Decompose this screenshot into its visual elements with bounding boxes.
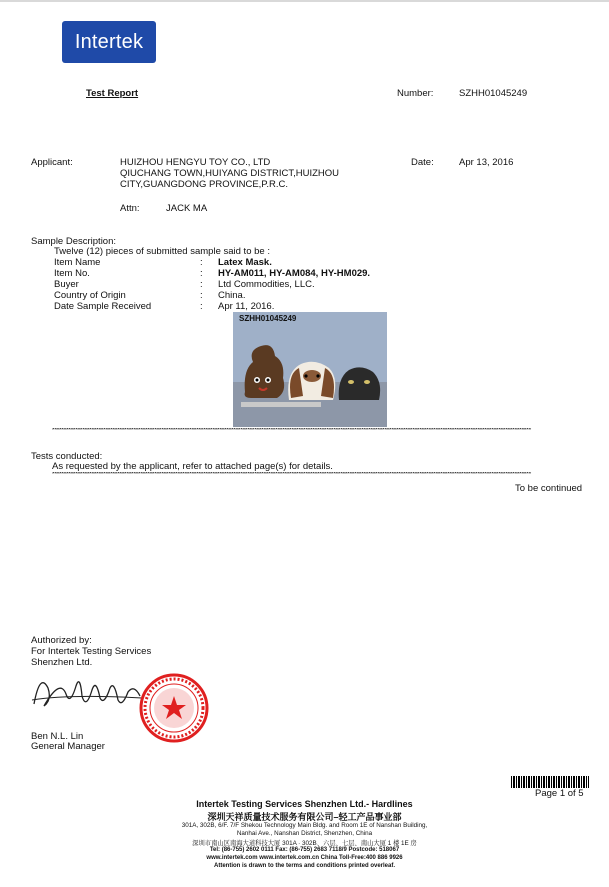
footer-address-1: 301A, 302B, 6/F. 7/F Shekou Technology Main Bldg. and Room 1E of Nanshan Building, [181, 822, 428, 829]
sample-intro: Twelve (12) pieces of submitted sample said to be : [54, 246, 270, 257]
sample-row-label: Buyer [54, 279, 79, 290]
sample-heading: Sample Description: [31, 236, 117, 247]
authorized-line: Shenzhen Ltd. [31, 657, 93, 668]
authorized-line: Authorized by: [31, 635, 92, 646]
origin-value: China. [218, 290, 246, 301]
signer-name: Ben N.L. Lin [31, 731, 84, 742]
report-title: Test Report [86, 88, 139, 99]
received-date-value: Apr 11, 2016. [218, 301, 275, 312]
item-name-value: Latex Mask. [218, 257, 272, 268]
sample-colons: : : : : : [200, 257, 203, 312]
sample-labels [54, 257, 151, 312]
sample-values [218, 257, 370, 312]
signer-position: General Manager [31, 741, 105, 752]
sample-row-label: Country of Origin [54, 290, 126, 301]
tests-text: As requested by the applicant, refer to attached page(s) for details. [52, 461, 333, 472]
footer-company-en: Intertek Testing Services Shenzhen Ltd.- Hardlines [196, 799, 413, 809]
applicant-line: QIUCHANG TOWN,HUIYANG DISTRICT,HUIZHOU [120, 168, 340, 179]
applicant-label: Applicant: [31, 157, 73, 168]
latex-masks-image [233, 312, 387, 427]
item-no-value: HY-AM011, HY-AM084, HY-HM029. [218, 268, 371, 279]
authorized-block [31, 635, 151, 668]
applicant-address [120, 157, 339, 190]
to-be-continued: To be continued [515, 483, 583, 494]
intertek-logo: Intertek [62, 21, 156, 63]
company-seal [138, 672, 210, 744]
separator-2: ************************************************************************************************************************************************************************************************************** [52, 472, 531, 477]
page-number: Page 1 of 5 [535, 788, 584, 799]
applicant-line: CITY,GUANGDONG PROVINCE,P.R.C. [120, 179, 289, 190]
attn-label: Attn: [120, 203, 140, 214]
footer-attention: Attention is drawn to the terms and conditions printed overleaf. [213, 863, 396, 869]
attn-name: JACK MA [166, 203, 208, 214]
buyer-value: Ltd Commodities, LLC. [218, 279, 315, 290]
date-label: Date: [411, 157, 434, 168]
footer-web: www.intertek.com www.intertek.com.cn China Toll-Free:400 886 9926 [206, 855, 403, 861]
photo-caption: SZHH01045249 [239, 314, 297, 323]
tests-heading: Tests conducted: [31, 451, 103, 462]
sample-row-label: Item No. [54, 268, 90, 279]
barcode [511, 776, 589, 788]
sample-row-label: Date Sample Received [54, 301, 152, 312]
number-label: Number: [397, 88, 434, 99]
footer-address-2: Nanhai Ave., Nanshan District, Shenzhen, China [236, 830, 373, 837]
separator-1: ************************************************************************************************************************************************************************************************************** [52, 428, 531, 433]
sample-row-label: Item Name [54, 257, 101, 268]
top-border [0, 0, 609, 2]
footer-company-cn: 深圳天祥质量技术服务有限公司–轻工产品事业部 [207, 812, 402, 822]
footer-tel: Tel: (86-755) 2602 0111 Fax: (86-755) 2683 7118/9 Postcode: 518067 [209, 847, 400, 853]
date-value: Apr 13, 2016 [459, 157, 514, 168]
report-number: SZHH01045249 [459, 88, 528, 99]
authorized-line: For Intertek Testing Services [31, 646, 152, 657]
sample-photo [233, 312, 387, 427]
signature-image [30, 666, 150, 716]
applicant-line: HUIZHOU HENGYU TOY CO., LTD [120, 157, 271, 168]
footer-address-cn: 深圳市南山区南海大道科技大厦 301A · 302B、六层、七层、南山大厦 1 楼 1E 房 [192, 840, 417, 847]
